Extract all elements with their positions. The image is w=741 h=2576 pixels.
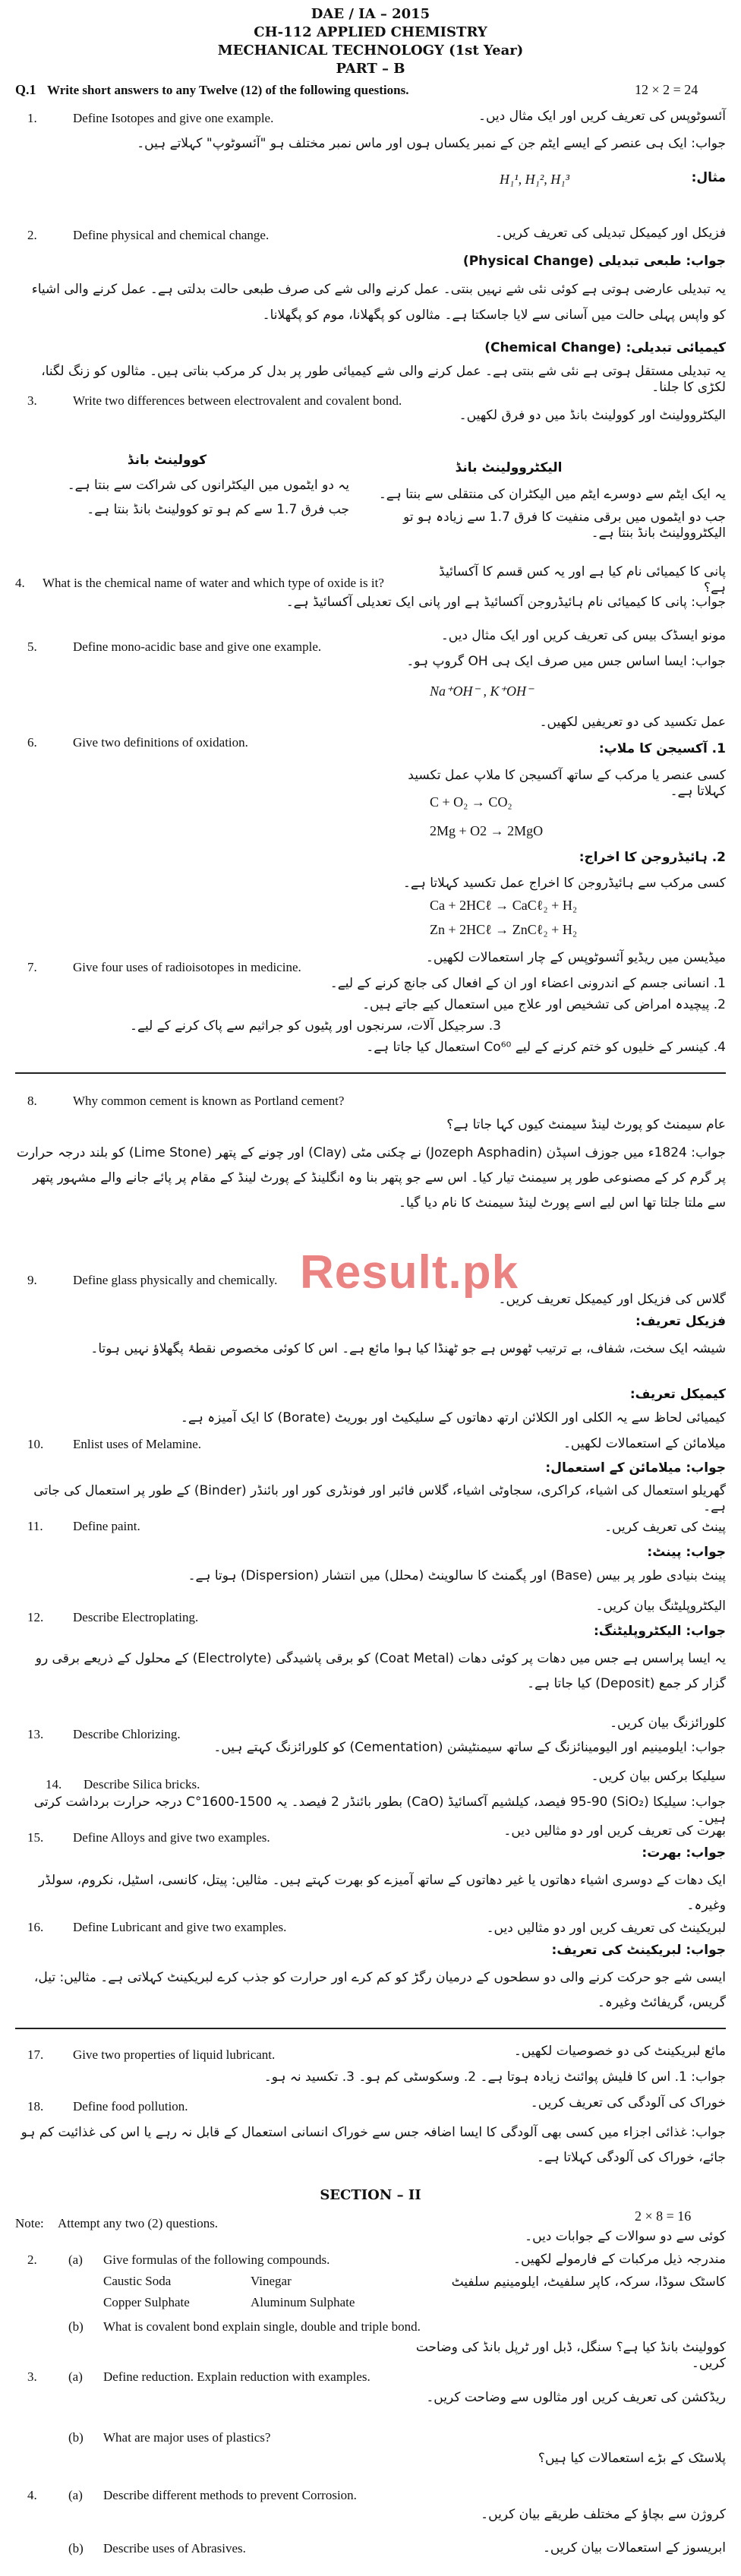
compound-name: Caustic Soda — [103, 2274, 172, 2288]
question-urdu: خوراک کی آلودگی کی تعریف کریں۔ — [530, 2095, 726, 2110]
question-urdu: کلورائزنگ بیان کریں۔ — [610, 1716, 726, 1731]
item-number: 17. — [27, 2047, 44, 2062]
answer-2-chemical-heading: کیمیائی تبدیلی: (Chemical Change) — [484, 340, 726, 355]
question-english: Define physical and chemical change. — [73, 228, 270, 242]
question-urdu: بھرت کی تعریف کریں اور دو مثالیں دیں۔ — [503, 1823, 726, 1839]
item-number: 7. — [27, 960, 37, 974]
item-number: 2. — [27, 228, 37, 242]
answer-2-chemical: یہ تبدیلی مستقل ہوتی ہے نئی شے بنتی ہے۔ عمل کرنے والی شے کیمیائی طور پر بدل کر مرکب بناتی ہیں۔ مثالوں کو زنگ لگنا، لکڑی کا جلنا۔ — [41, 364, 726, 395]
item-number: 5. — [27, 639, 37, 654]
question-urdu: پانی کا کیمیائی نام کیا ہے اور یہ کس قسم کا آکسائیڈ ہے؟ — [439, 564, 726, 595]
answer-1-example-label: مثال: — [691, 170, 726, 185]
question-english: Describe Silica bricks. — [84, 1777, 200, 1792]
paint-heading: جواب: پینٹ: — [647, 1545, 726, 1560]
answer-1-formula: H₁¹, H₁², H₁³ — [500, 172, 569, 187]
item-number: 1. — [27, 111, 37, 125]
section-divider — [15, 2028, 726, 2029]
alloys-heading: جواب: بھرت: — [642, 1845, 726, 1861]
item-number: 9. — [27, 1273, 37, 1287]
question-urdu: الیکٹروولینٹ اور کوولینٹ بانڈ میں دو فرق لکھیں۔ — [459, 408, 726, 423]
question-english: Give two properties of liquid lubricant. — [73, 2047, 276, 2062]
radioisotope-use: 4. کینسر کے خلیوں کو ختم کرنے کے لیے Co⁶⁰ استعمال کیا جاتا ہے۔ — [366, 1040, 726, 1055]
electrovalent-point-1: یہ ایک ایٹم سے دوسرے ایٹم میں الیکٹران کی منتقلی سے بنتا ہے۔ — [378, 487, 726, 502]
question-urdu: ریڈکشن کی تعریف کریں اور مثالوں سے وضاحت کریں۔ — [426, 2390, 726, 2405]
question-english: Describe different methods to prevent Corrosion. — [103, 2488, 357, 2502]
paint-definition: پینٹ بنیادی طور پر بیس (Base) اور پگمنٹ کا سالوینٹ (محلل) میں انتشار (Dispersion) ہوتا ہے۔ — [188, 1568, 726, 1583]
answer-2-physical-heading: جواب: طبعی تبدیلی (Physical Change) — [462, 254, 726, 269]
question-urdu: مندرجہ ذیل مرکبات کے فارمولے لکھیں۔ — [513, 2252, 726, 2267]
part-label: (b) — [68, 2319, 84, 2334]
item-number: 13. — [27, 1727, 44, 1741]
question-urdu: لبریکینٹ کی تعریف کریں اور دو مثالیں دیں۔ — [486, 1921, 726, 1936]
q1-instruction: Write short answers to any Twelve (12) of the following questions. — [47, 83, 409, 97]
question-urdu: عمل تکسید کی دو تعریفیں لکھیں۔ — [539, 715, 726, 730]
item-number: 12. — [27, 1610, 44, 1624]
question-english: Describe Electroplating. — [73, 1610, 199, 1624]
answer-5-formula: Na⁺OH⁻ , K⁺OH⁻ — [430, 683, 534, 699]
electrovalent-heading: الیکٹروولینٹ بانڈ — [455, 460, 563, 475]
part-label: (b) — [68, 2430, 84, 2445]
q1-marks: 12 × 2 = 24 — [635, 82, 698, 97]
glass-chemical: کیمیائی لحاظ سے یہ الکلی اور الکلائن ارتھ دھاتوں کے سلیکیٹ اور بوریٹ (Borate) کا ایک آمیزہ ہے۔ — [180, 1410, 726, 1425]
electrovalent-point-2: جب دو ایٹموں میں برقی منفیت کا فرق 1.7 سے زیادہ ہو تو الیکٹروولینٹ بانڈ بنتا ہے۔ — [403, 510, 726, 541]
question-english: What is the chemical name of water and which type of oxide is it? — [43, 576, 384, 590]
question-english: Write two differences between electrovalent and covalent bond. — [73, 393, 402, 408]
question-english: What are major uses of plastics? — [103, 2430, 271, 2445]
question-english: Define mono-acidic base and give one example. — [73, 639, 322, 654]
part-label: (a) — [68, 2488, 83, 2502]
technology-title: MECHANICAL TECHNOLOGY (1st Year) — [217, 43, 524, 58]
section-marks: 2 × 8 = 16 — [635, 2208, 692, 2224]
covalent-point-1: یہ دو ایٹموں میں الیکٹرانوں کی شراکت سے بنتا ہے۔ — [67, 478, 349, 493]
question-urdu: مونو ایسڈک بیس کی تعریف کریں اور ایک مثال دیں۔ — [440, 628, 726, 643]
item-number: 18. — [27, 2099, 44, 2114]
section-instruction: Attempt any two (2) questions. — [58, 2216, 219, 2230]
answer-2-physical: یہ تبدیلی عارضی ہوتی ہے کوئی نئی شے نہیں بنتی۔ عمل کرنے والی شے کی صرف طبعی حالت بدلتی ہے۔ عمل کرنے والی اشیاء کو واپس پہلی حالت میں آسانی سے لایا جاسکتا ہے۔ مثالوں کو پگھلانا، موم کو پگھلانا۔ — [31, 282, 726, 323]
item-number: 4. — [15, 576, 25, 590]
question-english: What is covalent bond explain single, double and triple bond. — [103, 2319, 421, 2334]
question-urdu: کوولینٹ بانڈ کیا ہے؟ سنگل، ڈبل اور ٹرپل بانڈ کی وضاحت کریں۔ — [415, 2340, 726, 2371]
question-english: Define food pollution. — [73, 2099, 188, 2114]
question-number: 3. — [27, 2369, 37, 2384]
question-urdu: میڈیسن میں ریڈیو آئسوٹوپس کے چار استعمالات لکھیں۔ — [425, 950, 726, 965]
electroplating-heading: جواب: الیکٹروپلیٹنگ: — [593, 1624, 726, 1639]
question-english: Give two definitions of oxidation. — [73, 735, 248, 750]
question-english: Why common cement is known as Portland cement? — [73, 1094, 345, 1108]
question-english: Describe Chlorizing. — [73, 1727, 181, 1741]
question-english: Give four uses of radioisotopes in medicine. — [73, 960, 301, 974]
question-urdu: عام سیمنٹ کو پورٹ لینڈ سیمنٹ کیوں کہا جاتا ہے؟ — [446, 1117, 726, 1132]
note-label: Note: — [15, 2216, 44, 2230]
oxidation-equation: Ca + 2HCℓ → CaCℓ₂ + H₂ — [430, 898, 578, 913]
question-urdu: الیکٹروپلیٹنگ بیان کریں۔ — [595, 1599, 726, 1614]
oxidation-equation: 2Mg + O2 → 2MgO — [430, 823, 544, 838]
covalent-point-2: جب فرق 1.7 سے کم ہو تو کوولینٹ بانڈ بنتا ہے۔ — [87, 502, 349, 517]
exam-code: DAE / IA – 2015 — [311, 6, 430, 22]
food-pollution-definition: جواب: غذائی اجزاء میں کسی بھی آلودگی کا ایسا اضافہ جس سے خوراک انسانی استعمال کے قابل نہ رہے یا اس کی غذائیت کم ہو جائے، خوراک کی آلودگی کہلاتا ہے۔ — [20, 2125, 726, 2165]
result-pk-watermark: Result.pk — [300, 1246, 519, 1299]
question-english: Define Isotopes and give one example. — [73, 111, 274, 125]
answer-5: جواب: ایسا اساس جس میں صرف ایک ہی OH گروپ ہو۔ — [406, 654, 726, 669]
compound-name: Copper Sulphate — [103, 2295, 190, 2309]
oxidation-definition-1: کسی عنصر یا مرکب کے ساتھ آکسیجن کا ملاپ عمل تکسید کہلاتا ہے۔ — [408, 768, 726, 799]
question-urdu: ابریسوز کے استعمالات بیان کریں۔ — [542, 2540, 726, 2555]
question-urdu: مائع لبریکینٹ کی دو خصوصیات لکھیں۔ — [513, 2044, 726, 2059]
item-number: 3. — [27, 393, 37, 408]
compound-name: Vinegar — [251, 2274, 292, 2288]
silica-bricks-description: جواب: سیلیکا (SiO₂) 95-90 فیصد، کیلشیم آکسائیڈ (CaO) بطور بائنڈر 2 فیصد۔ یہ 1500-1600°C درجہ حرارت برداشت کرتی ہیں۔ — [33, 1795, 726, 1826]
electroplating-description: یہ ایسا پراسس ہے جس میں دھات پر کوئی دھات (Coat Metal) کو برقی پاشیدگی (Electrolyte) کے محلول کے ذریعے برقی رو گزار کر جمع (Deposit) کیا جاتا ہے۔ — [35, 1651, 726, 1691]
question-urdu: فزیکل اور کیمیکل تبدیلی کی تعریف کریں۔ — [495, 226, 726, 241]
item-number: 16. — [27, 1920, 44, 1934]
question-english: Define Lubricant and give two examples. — [73, 1920, 287, 1934]
oxidation-definition-2: کسی مرکب سے ہائیڈروجن کا اخراج عمل تکسید کہلاتا ہے۔ — [402, 876, 726, 891]
glass-physical-heading: فزیکل تعریف: — [635, 1314, 726, 1329]
oxidation-equation: C + O₂ → CO₂ — [430, 794, 512, 810]
item-number: 14. — [46, 1777, 62, 1792]
question-urdu: میلامائن کے استعمالات لکھیں۔ — [563, 1436, 726, 1451]
section-divider — [15, 1072, 726, 1074]
part-label: (a) — [68, 2252, 83, 2267]
radioisotope-use: 2. پیچیدہ امراض کی تشخیص اور علاج میں استعمال کیے جاتے ہیں۔ — [362, 997, 726, 1012]
question-number: 2. — [27, 2252, 37, 2267]
oxidation-equation: Zn + 2HCℓ → ZnCℓ₂ + H₂ — [430, 922, 578, 937]
answer-8: جواب: 1824ء میں جوزف اسپڈن (Jozeph Asphadin) نے چکنی مٹی (Clay) اور چونے کے پتھر (Lime Stone) کو بلند درجہ حرارت پر گرم کر کے مصنوعی طور پر سیمنٹ تیار کیا۔ اس سے جو پتھر بنا وہ انگلینڈ کے پورٹ لینڈ کے مقام پر پائے جانے والے مشہور پتھر سے ملتا جلتا تھا اس لیے اسے پورٹ لینڈ سیمنٹ کا نام دیا گیا۔ — [16, 1145, 726, 1211]
item-number: 6. — [27, 735, 37, 750]
question-english: Define reduction. Explain reduction with examples. — [103, 2369, 370, 2384]
liquid-lubricant-properties: جواب: 1. اس کا فلیش پوائنٹ زیادہ ہوتا ہے۔ 2. وسکوسٹی کم ہو۔ 3. تکسید نہ ہو۔ — [263, 2069, 726, 2085]
lubricant-heading: جواب: لبریکینٹ کی تعریف: — [551, 1943, 726, 1958]
radioisotope-use: 3. سرجیکل آلات، سرنجوں اور پٹیوں کو جراثیم سے پاک کرنے کے لیے۔ — [130, 1018, 501, 1034]
answer-4: جواب: پانی کا کیمیائی نام ہائیڈروجن آکسائیڈ ہے اور پانی ایک تعدیلی آکسائیڈ ہے۔ — [285, 595, 726, 610]
question-urdu: پلاسٹک کے بڑے استعمالات کیا ہیں؟ — [538, 2451, 726, 2466]
compound-names-urdu: کاسٹک سوڈا، سرکہ، کاپر سلفیٹ، ایلومینیم سلفیٹ — [451, 2275, 726, 2290]
oxidation-heading-2: 2. ہائیڈروجن کا اخراج: — [579, 850, 726, 865]
question-number: 4. — [27, 2488, 37, 2502]
melamine-heading: جواب: میلامائن کے استعمال: — [545, 1460, 726, 1476]
item-number: 15. — [27, 1830, 44, 1845]
part-label: (b) — [68, 2541, 84, 2555]
question-english: Describe uses of Abrasives. — [103, 2541, 246, 2555]
section-title: SECTION – II — [320, 2187, 421, 2203]
question-urdu: آئسوٹوپس کی تعریف کریں اور ایک مثال دیں۔ — [478, 109, 726, 124]
question-urdu: کروژن سے بچاؤ کے مختلف طریقے بیان کریں۔ — [481, 2507, 726, 2522]
q1-label: Q.1 — [15, 82, 36, 97]
part-label: (a) — [68, 2369, 83, 2384]
question-urdu: پینٹ کی تعریف کریں۔ — [604, 1520, 726, 1535]
radioisotope-use: 1. انسانی جسم کے اندرونی اعضاء اور ان کے افعال کی جانچ کرنے کے لیے۔ — [330, 976, 726, 991]
chlorizing-description: جواب: ایلومینیم اور الیومینائزنگ کے ساتھ سیمنٹیشن (Cementation) کو کلورائزنگ کہتے ہیں۔ — [213, 1740, 726, 1755]
item-number: 11. — [27, 1519, 43, 1533]
question-urdu: گلاس کی فزیکل اور کیمیکل تعریف کریں۔ — [498, 1292, 726, 1307]
item-number: 10. — [27, 1437, 44, 1451]
question-urdu: سیلیکا برکس بیان کریں۔ — [591, 1769, 726, 1784]
item-number: 8. — [27, 1094, 37, 1108]
melamine-uses: گھریلو استعمال کی اشیاء، کراکری، سجاوٹی اشیاء، گلاس فائبر اور فونڈری کور اور بائنڈر (Binder) کے طور پر استعمال کی جاتی ہے۔ — [33, 1483, 726, 1514]
part-title: PART – B — [336, 61, 405, 77]
glass-chemical-heading: کیمیکل تعریف: — [629, 1387, 726, 1402]
oxidation-heading-1: 1. آکسیجن کا ملاپ: — [598, 741, 726, 756]
covalent-heading: کوولینٹ بانڈ — [127, 453, 207, 468]
question-english: Define glass physically and chemically. — [73, 1273, 278, 1287]
alloys-definition: ایک دھات کے دوسری اشیاء دھاتوں یا غیر دھاتوں کے ساتھ آمیزے کو بھرت کہتے ہیں۔ مثالیں: پیتل، کانسی، اسٹیل، نکروم، سولڈر وغیرہ۔ — [38, 1873, 726, 1913]
compound-name: Aluminum Sulphate — [251, 2295, 355, 2309]
question-english: Enlist uses of Melamine. — [73, 1437, 202, 1451]
question-english: Define Alloys and give two examples. — [73, 1830, 270, 1845]
answer-1: جواب: ایک ہی عنصر کے ایسے ایٹم جن کے نمبر یکساں ہوں اور ماس نمبر مختلف ہو "آئسوٹوپ" کہلاتے ہیں۔ — [137, 136, 726, 151]
glass-physical: شیشہ ایک سخت، شفاف، بے ترتیب ٹھوس ہے جو ٹھنڈا کیا ہوا مائع ہے۔ اس کا کوئی مخصوص نقطۂ پگھلاؤ نہیں ہوتا۔ — [90, 1341, 726, 1356]
question-english: Define paint. — [73, 1519, 140, 1533]
lubricant-definition: ایسی شے جو حرکت کرنے والی دو سطحوں کے درمیان رگڑ کو کم کرے اور حرارت کو جذب کرے لبریکینٹ کہلاتی ہے۔ مثالیں: تیل، گریس، گریفائٹ وغیرہ۔ — [33, 1970, 726, 2010]
paper-title: CH-112 APPLIED CHEMISTRY — [254, 24, 487, 40]
question-english: Give formulas of the following compounds. — [103, 2252, 330, 2267]
section-instruction-urdu: کوئی سے دو سوالات کے جوابات دیں۔ — [525, 2229, 726, 2244]
